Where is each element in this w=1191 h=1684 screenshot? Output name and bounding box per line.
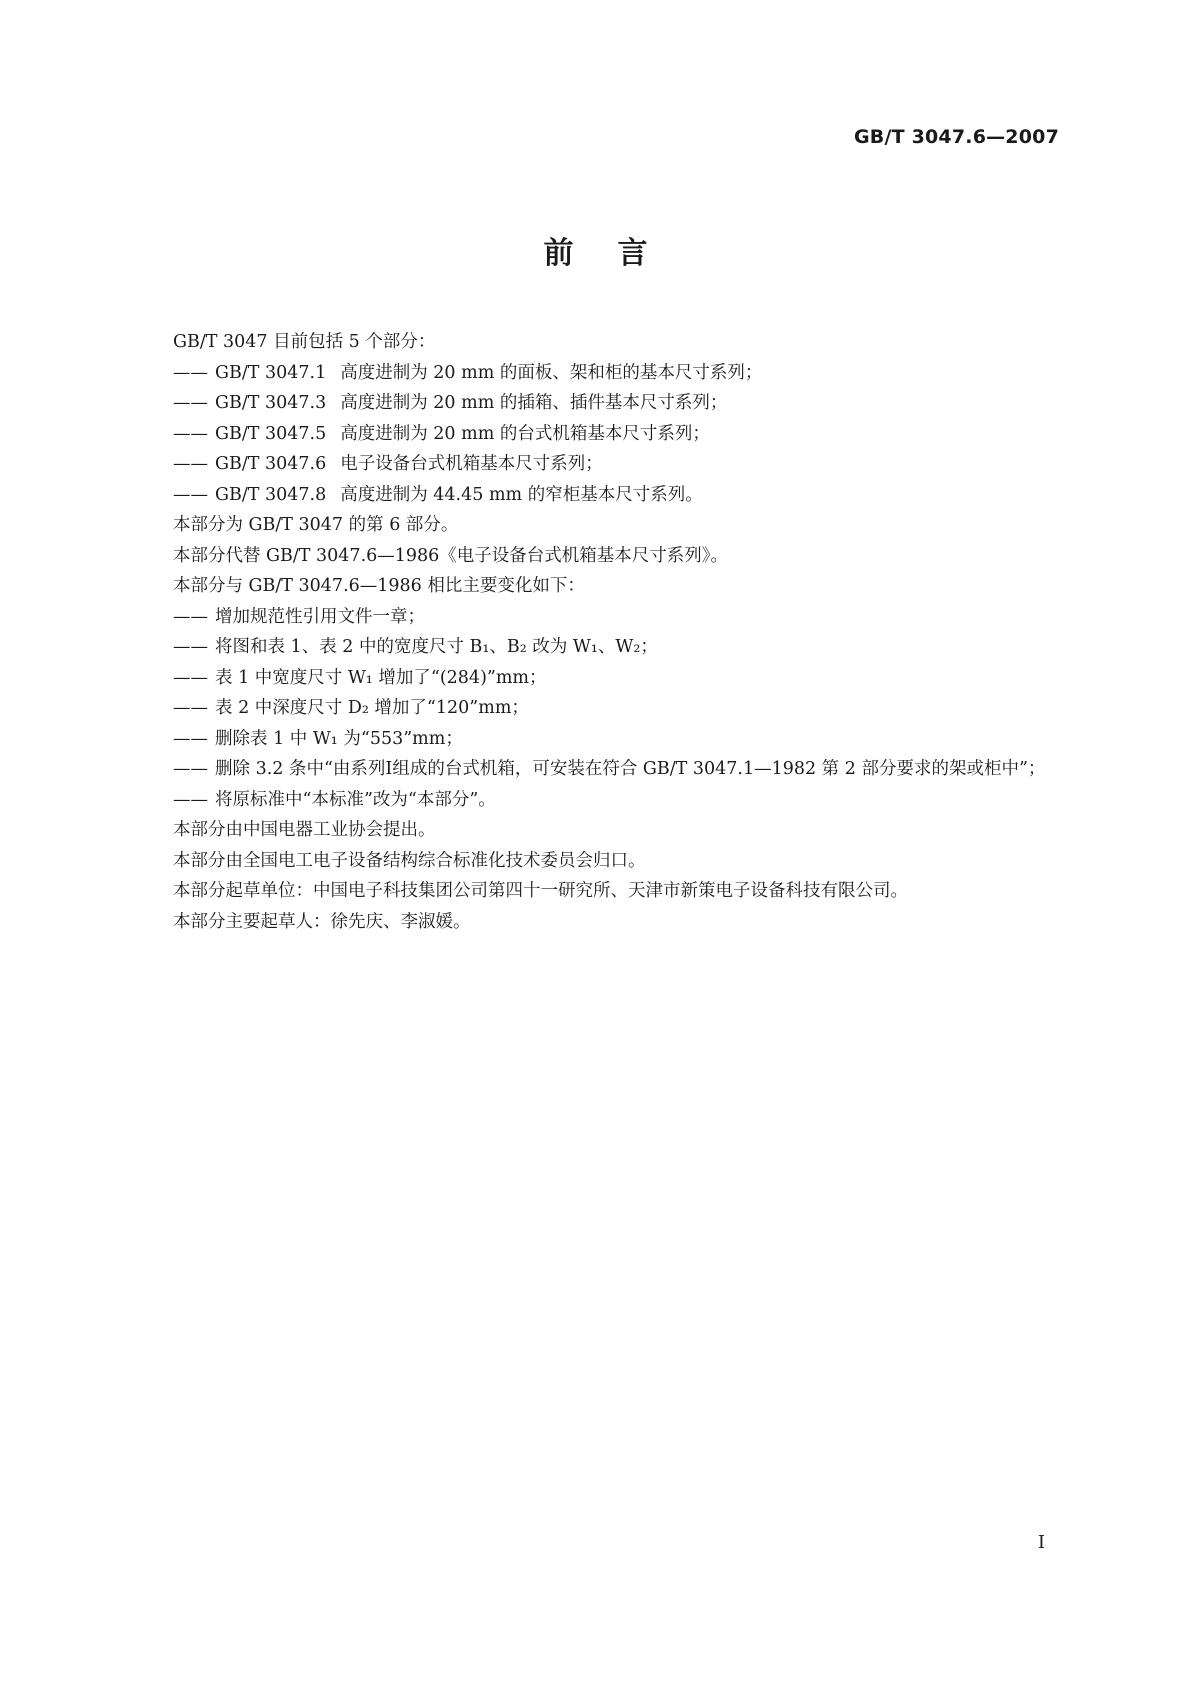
change-text: 表 1 中宽度尺寸 W₁ 增加了“(284)”mm； <box>215 667 547 688</box>
change-text: 删除表 1 中 W₁ 为“553”mm； <box>215 728 463 749</box>
part-statement: 本部分为 GB/T 3047 的第 6 部分。 <box>173 515 459 535</box>
change-item: —— 删除 3.2 条中“由系列Ⅰ组成的台式机箱，可安装在符合 GB/T 3047.1—1982 第 2 部分要求的架或柜中”； <box>173 759 1046 779</box>
change-text: 将原标准中“本标准”改为“本部分”。 <box>215 789 496 810</box>
committee-statement: 本部分由全国电工电子设备结构综合标准化技术委员会归口。 <box>173 850 646 871</box>
change-item: —— 表 1 中宽度尺寸 W₁ 增加了“(284)”mm； <box>173 667 547 688</box>
part-item: —— GB/T 3047.3 高度进制为 20 mm 的插箱、插件基本尺寸系列； <box>173 393 728 413</box>
parts-intro: GB/T 3047 目前包括 5 个部分： <box>173 332 436 352</box>
change-item: —— 增加规范性引用文件一章； <box>173 606 425 627</box>
part-desc: 高度进制为 20 mm 的面板、架和柜的基本尺寸系列； <box>340 362 763 383</box>
standard-number: GB/T 3047.6—2007 <box>854 126 1059 148</box>
part-desc: 高度进制为 20 mm 的插箱、插件基本尺寸系列； <box>340 393 728 413</box>
part-desc: 高度进制为 44.45 mm 的窄柜基本尺寸系列。 <box>340 484 703 505</box>
part-item: —— GB/T 3047.1 高度进制为 20 mm 的面板、架和柜的基本尺寸系列； <box>173 362 763 383</box>
page-title: 前言 <box>543 236 692 271</box>
page-number: I <box>1037 1532 1045 1553</box>
part-item: —— GB/T 3047.6 电子设备台式机箱基本尺寸系列； <box>173 454 603 474</box>
change-item: —— 表 2 中深度尺寸 D₂ 增加了“120”mm； <box>173 698 529 718</box>
part-code: GB/T 3047.3 <box>215 393 327 413</box>
part-code: GB/T 3047.8 <box>215 484 327 505</box>
part-desc: 高度进制为 20 mm 的台式机箱基本尺寸系列； <box>340 423 710 444</box>
change-item: —— 将图和表 1、表 2 中的宽度尺寸 B₁、B₂ 改为 W₁、W₂； <box>173 637 658 657</box>
change-item: —— 删除表 1 中 W₁ 为“553”mm； <box>173 728 463 749</box>
part-desc: 电子设备台式机箱基本尺寸系列； <box>340 454 603 474</box>
changes-intro: 本部分与 GB/T 3047.6—1986 相比主要变化如下： <box>173 576 585 596</box>
change-text: 删除 3.2 条中“由系列Ⅰ组成的台式机箱，可安装在符合 GB/T 3047.1—1982 第 2 部分要求的架或柜中”； <box>215 759 1046 779</box>
change-text: 表 2 中深度尺寸 D₂ 增加了“120”mm； <box>215 698 529 718</box>
part-code: GB/T 3047.1 <box>215 362 327 383</box>
drafters-statement: 本部分主要起草人：徐先庆、李淑媛。 <box>173 911 471 932</box>
part-item: —— GB/T 3047.8 高度进制为 44.45 mm 的窄柜基本尺寸系列。 <box>173 484 703 505</box>
part-code: GB/T 3047.6 <box>215 454 327 474</box>
part-code: GB/T 3047.5 <box>215 423 327 444</box>
change-item: —— 将原标准中“本标准”改为“本部分”。 <box>173 789 496 810</box>
change-text: 将图和表 1、表 2 中的宽度尺寸 B₁、B₂ 改为 W₁、W₂； <box>215 637 658 657</box>
replaces-statement: 本部分代替 GB/T 3047.6—1986《电子设备台式机箱基本尺寸系列》。 <box>173 545 729 566</box>
document-body <box>173 327 1063 937</box>
drafting-units-statement: 本部分起草单位：中国电子科技集团公司第四十一研究所、天津市新策电子设备科技有限公司。 <box>173 881 908 901</box>
change-text: 增加规范性引用文件一章； <box>215 606 425 627</box>
proposer-statement: 本部分由中国电器工业协会提出。 <box>173 820 436 840</box>
part-item: —— GB/T 3047.5 高度进制为 20 mm 的台式机箱基本尺寸系列； <box>173 423 710 444</box>
